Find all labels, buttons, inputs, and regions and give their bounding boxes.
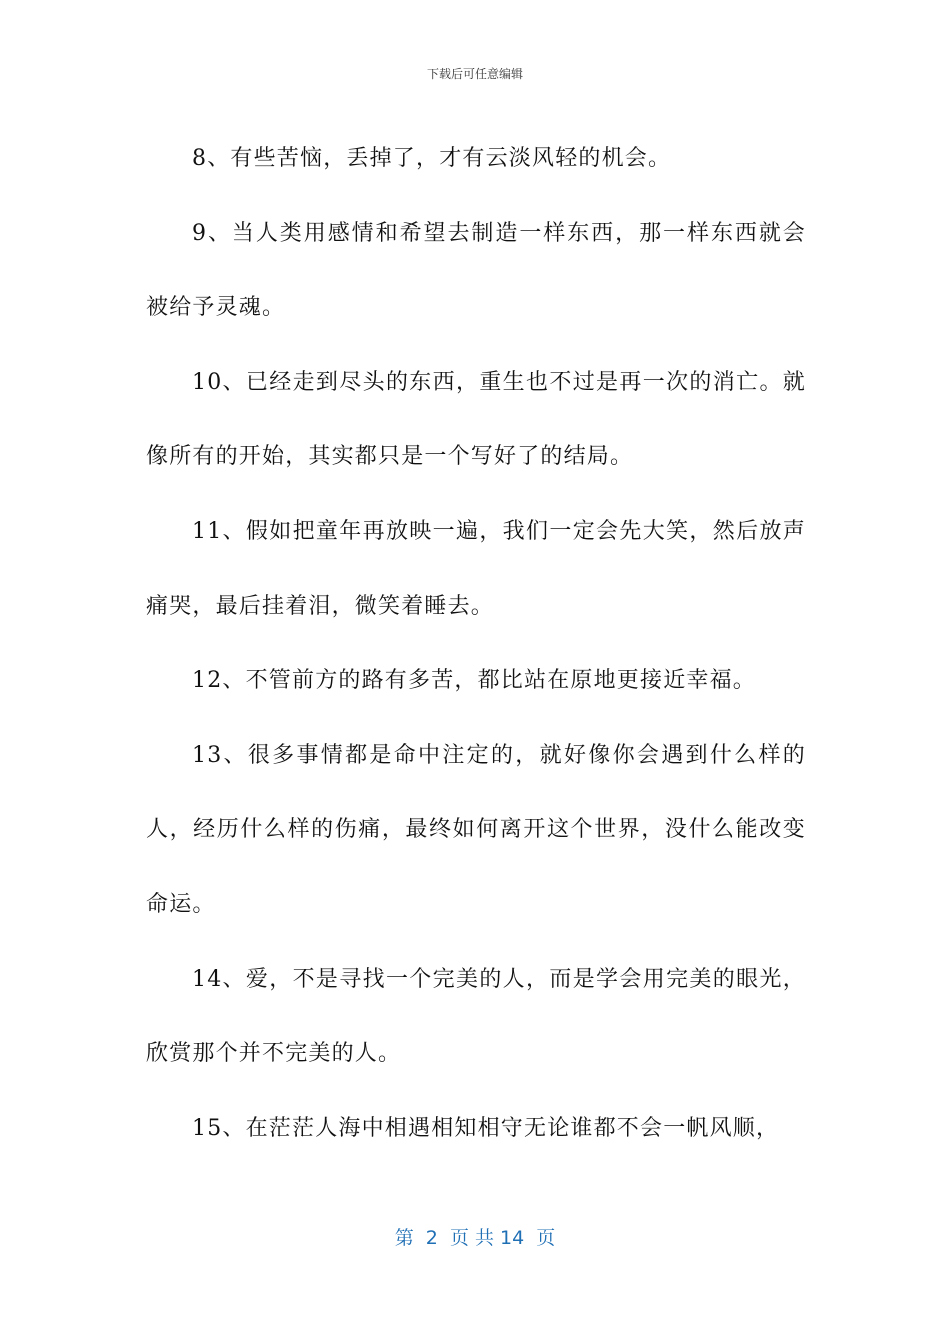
paragraph-8: 8、有些苦恼，丢掉了，才有云淡风轻的机会。 xyxy=(192,146,672,171)
paragraph-9: 9、当人类用感情和希望去制造一样东西，那一样东西就会被给予灵魂。 xyxy=(146,220,806,321)
paragraph-11: 11、假如把童年再放映一遍，我们一定会先大笑，然后放声痛哭，最后挂着泪，微笑着睡去。 xyxy=(146,518,806,619)
paragraph-10: 10、已经走到尽头的东西，重生也不过是再一次的消亡。就像所有的开始，其实都只是一个写好了的结局。 xyxy=(146,369,806,470)
page-header-note: 下载后可任意编辑 xyxy=(426,67,523,81)
paragraph-14: 14、爱，不是寻找一个完美的人，而是学会用完美的眼光，欣赏那个并不完美的人。 xyxy=(146,966,806,1067)
document-body xyxy=(146,122,806,1166)
page-number-footer: 第 2 页 共 14 页 xyxy=(394,1227,556,1249)
paragraph-13: 13、很多事情都是命中注定的，就好像你会遇到什么样的人，经历什么样的伤痛，最终如何离开这个世界，没什么能改变命运。 xyxy=(146,742,806,917)
paragraph-12: 12、不管前方的路有多苦，都比站在原地更接近幸福。 xyxy=(192,668,756,694)
paragraph-15: 15、在茫茫人海中相遇相知相守无论谁都不会一帆风顺， xyxy=(192,1115,780,1141)
